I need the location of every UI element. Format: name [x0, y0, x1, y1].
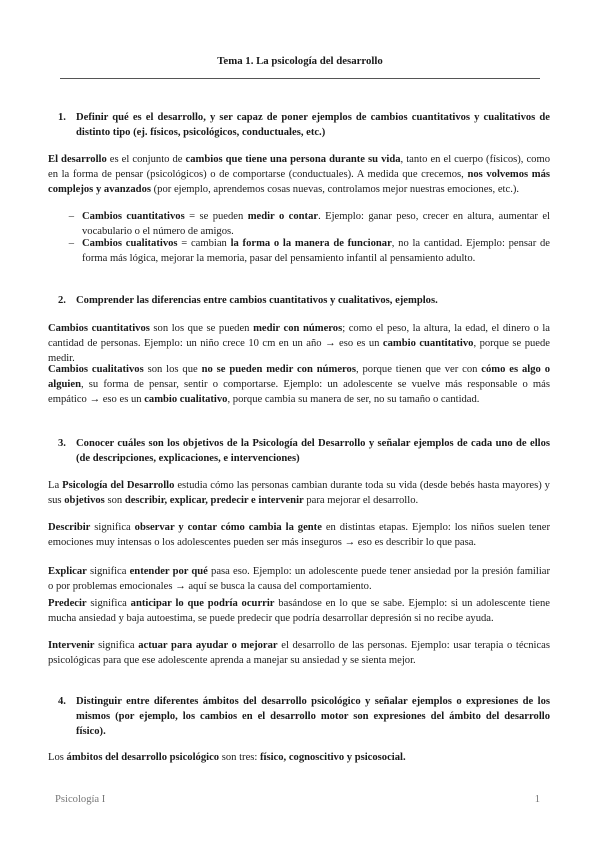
- paragraph-describe: Describir significa observar y contar cómo cambia la gente en distintas etapas. Ejemplo: los niños suelen tener emociones muy intensas o los adolescentes pueden ser más inseguros → eso es describir lo que pasa.: [48, 522, 550, 548]
- paragraph-domains: Los ámbitos del desarrollo psicológico son tres: físico, cognoscitivo y psicosocial.: [48, 752, 406, 763]
- question-number: 1.: [58, 112, 66, 123]
- document-title: Tema 1. La psicología del desarrollo: [217, 55, 383, 67]
- page-number: 1: [534, 794, 540, 805]
- question-3: [48, 436, 550, 466]
- paragraph-intervene: Intervenir significa actuar para ayudar o mejorar el desarrollo de las personas. Ejemplo: usar terapia o técnicas psicológicas para que ese adolescente aprenda a manejar su ansiedad y se sienta mejor.: [48, 640, 550, 666]
- question-text: Conocer cuáles son los objetivos de la Psicología del Desarrollo y señalar ejemplos de cada uno de ellos (de descripciones, explicaciones, e intervenciones): [76, 438, 550, 464]
- paragraph-qualitative: Cambios cualitativos son los que no se pueden medir con números, porque tienen que ver con cómo es algo o alguien, su forma de pensar, sentir o comportarse. Ejemplo: un adolescente se vuelve más responsable o más empático → eso es un cambio cualitativo, porque cambia su manera de ser, no su tamaño o cantidad.: [48, 364, 551, 405]
- bullet-dash: –: [68, 211, 74, 222]
- paragraph-explain: Explicar significa entender por qué pasa eso. Ejemplo: un adolescente puede tener ansiedad por la presión familiar o por problemas emocionales → aquí se busca la causa del comportamiento.: [48, 566, 550, 592]
- question-4: [48, 694, 550, 739]
- page-footer: [55, 792, 540, 807]
- footer-subject: Psicología I: [55, 794, 106, 805]
- paragraph-predict: Predecir significa anticipar lo que podría ocurrir basándose en lo que se sabe. Ejemplo: si un adolescente tiene mucha ansiedad y baja autoestima, se puede predecir que podría desarrollar depresión si no recibe ayuda.: [48, 598, 550, 624]
- bullet-quantitative: – Cambios cuantitativos = se pueden medir o contar. Ejemplo: ganar peso, crecer en altura, aumentar el vocabulario o el número de amigos.: [48, 209, 550, 239]
- title-divider: [60, 78, 540, 79]
- question-text: Definir qué es el desarrollo, y ser capaz de poner ejemplos de cambios cuantitativos y cualitativos de distinto tipo (ej. físicos, psicológicos, conductuales, etc.): [76, 112, 550, 138]
- paragraph-definition: El desarrollo es el conjunto de cambios que tiene una persona durante su vida, tanto en el cuerpo (físicos), como en la forma de pensar (psicológicos) o de comportarse (conductuales). A medida que crecemos, nos volvemos más complejos y avanzados (por ejemplo, aprendemos cosas nuevas, controlamos mejor nuestras emociones, etc.).: [48, 154, 550, 195]
- paragraph-quantitative: Cambios cuantitativos son los que se pueden medir con números; como el peso, la altura, la edad, el dinero o la cantidad de personas. Ejemplo: un niño crece 10 cm en un año → eso es un cambio cuantitativo, porque se puede medir.: [48, 323, 550, 364]
- question-number: 4.: [58, 696, 66, 707]
- question-1: [48, 110, 550, 140]
- question-2: [48, 293, 550, 308]
- question-text: Distinguir entre diferentes ámbitos del desarrollo psicológico y señalar ejemplos o expresiones de los mismos (por ejemplo, los cambios en el desarrollo motor son expresiones del ámbito del desarrollo físico).: [76, 696, 550, 737]
- question-text: Comprender las diferencias entre cambios cuantitativos y cualitativos, ejemplos.: [76, 295, 438, 306]
- bullet-dash: –: [68, 238, 74, 249]
- bullet-qualitative: – Cambios cualitativos = cambian la forma o la manera de funcionar, no la cantidad. Ejemplo: pensar de forma más lógica, mejorar la memoria, pasar del pensamiento infantil al pensamiento adulto.: [48, 236, 550, 266]
- paragraph-objectives: La Psicología del Desarrollo estudia cómo las personas cambian durante toda su vida (desde bebés hasta mayores) y sus objetivos son describir, explicar, predecir e intervenir para mejorar el desarrollo.: [48, 480, 550, 506]
- question-number: 2.: [58, 295, 66, 306]
- question-number: 3.: [58, 438, 66, 449]
